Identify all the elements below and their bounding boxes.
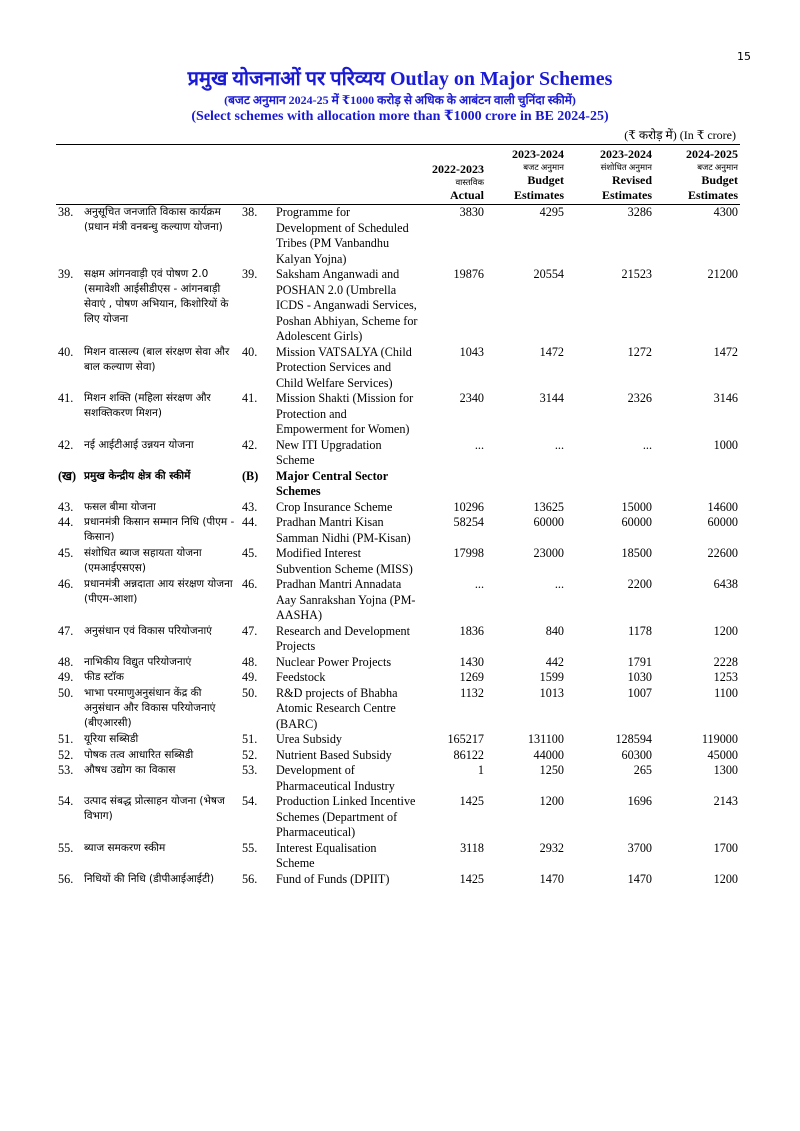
budget-2023-24: 1013 (539, 685, 564, 700)
revised-2023-24: 18500 (621, 546, 652, 560)
budget-2023-24: 44000 (533, 747, 564, 762)
page-number: 15 (737, 50, 751, 63)
revised-2023-24: 1007 (627, 685, 652, 700)
table-row (56, 500, 740, 516)
table-row (56, 763, 740, 794)
actual-2022-23: 1132 (460, 685, 484, 700)
actual-2022-23: 1430 (459, 654, 484, 669)
budget-2023-24 (486, 469, 566, 500)
subtitle-english: (Select schemes with allocation more than ₹1000 crore in BE 2024-25) (191, 109, 609, 124)
budget-2023-24: 131100 (527, 732, 564, 746)
row-serial-english: 48. (242, 654, 258, 669)
scheme-name-hindi: प्रधानमंत्री अन्नदाता आय संरक्षण योजना (पीएम-आशा) (84, 578, 233, 605)
row-serial-english: 41. (242, 391, 258, 405)
actual-2022-23: ... (474, 577, 484, 591)
row-serial-english: 40. (242, 344, 258, 359)
row-serial-english: 50. (242, 685, 258, 700)
row-serial-hindi: (ख) (58, 468, 77, 483)
scheme-name-hindi: पोषक तत्व आधारित सब्सिडी (84, 748, 194, 761)
budget-2023-24: 13625 (533, 499, 564, 514)
actual-2022-23: 17998 (453, 546, 484, 560)
page-header (60, 66, 740, 126)
row-serial-hindi: 54. (58, 794, 74, 808)
title-hindi: प्रमुख योजनाओं पर परिव्यय (187, 68, 385, 90)
scheme-name-english: Feedstock (276, 670, 326, 684)
actual-2022-23 (420, 469, 486, 500)
row-serial-hindi: 42. (58, 437, 74, 452)
scheme-name-hindi: भाभा परमाणुअनुसंधान केंद्र की अनुसंधान और विकास परियोजनाएं (बीएआरसी) (84, 686, 216, 729)
revised-2023-24: ... (642, 437, 652, 452)
actual-2022-23: 3830 (459, 205, 484, 219)
table-row (56, 515, 740, 546)
row-serial-english: 43. (242, 499, 258, 514)
budget-2024-25 (654, 469, 740, 500)
scheme-name-english: Major Central Sector Schemes (276, 468, 388, 498)
section-heading-row (56, 469, 740, 500)
scheme-name-english: Pradhan Mantri Annadata Aay Sanrakshan Yojna (PM-AASHA) (276, 577, 416, 622)
budget-2023-24: 4295 (539, 205, 564, 219)
column-header: 2023-2024 संशोधित अनुमान Revised Estimates (600, 147, 652, 202)
budget-2023-24: 1599 (539, 670, 564, 684)
scheme-name-hindi: अनुसंधान एवं विकास परियोजनाएं (84, 624, 212, 637)
scheme-name-hindi: उत्पाद संबद्ध प्रोत्साहन योजना (भेषज विभाग) (84, 795, 225, 822)
budget-2024-25: 1100 (714, 685, 738, 700)
row-serial-hindi: 52. (58, 747, 74, 762)
row-serial-english: 44. (242, 515, 258, 529)
actual-2022-23: 1425 (459, 871, 484, 886)
budget-2024-25: 22600 (707, 546, 738, 560)
scheme-name-english: Modified Interest Subvention Scheme (MISS) (276, 546, 413, 576)
revised-2023-24: 1030 (627, 670, 652, 684)
row-serial-hindi: 47. (58, 623, 74, 638)
table-row (56, 391, 740, 438)
schemes-table (56, 144, 740, 887)
budget-2023-24: 60000 (533, 515, 564, 529)
table-row (56, 438, 740, 469)
scheme-name-hindi: मिशन शक्ति (महिला संरक्षण और सशक्तिकरण मिशन) (84, 392, 211, 419)
row-serial-hindi: 39. (58, 267, 74, 281)
scheme-name-hindi: संशोधित ब्याज सहायता योजना (एमआईएसएस) (84, 547, 202, 574)
scheme-name-english: R&D projects of Bhabha Atomic Research Centre (BARC) (276, 685, 398, 731)
table-row (56, 267, 740, 345)
revised-2023-24: 128594 (615, 732, 652, 746)
scheme-name-hindi: औषध उद्योग का विकास (84, 764, 176, 776)
scheme-name-english: Urea Subsidy (276, 732, 343, 746)
actual-2022-23: 1425 (459, 794, 484, 808)
table-row (56, 748, 740, 764)
scheme-name-english: Nuclear Power Projects (276, 654, 392, 669)
row-serial-english: 53. (242, 763, 258, 777)
column-header: 2022-2023 वास्तविक Actual (432, 162, 484, 202)
budget-2023-24: 23000 (533, 546, 564, 560)
row-serial-hindi: 49. (58, 670, 74, 684)
row-serial-hindi: 38. (58, 205, 74, 219)
table-row (56, 872, 740, 888)
table-row (56, 794, 740, 841)
row-serial-hindi: 43. (58, 499, 74, 514)
table-row (56, 546, 740, 577)
budget-2023-24: ... (554, 437, 564, 452)
budget-2023-24: 2932 (539, 840, 564, 855)
revised-2023-24: 3286 (627, 205, 652, 219)
table-row (56, 732, 740, 748)
budget-2024-25: 1253 (713, 670, 738, 684)
actual-2022-23: 1269 (459, 670, 484, 684)
actual-2022-23: ... (474, 437, 484, 452)
budget-2024-25: 21200 (707, 267, 738, 281)
actual-2022-23: 19876 (453, 267, 484, 281)
row-serial-hindi: 44. (58, 515, 74, 529)
row-serial-english: 54. (242, 794, 258, 808)
row-serial-english: 47. (242, 623, 258, 638)
revised-2023-24: 2200 (627, 577, 652, 591)
scheme-name-hindi: निधियों की निधि (डीपीआईआईटी) (84, 872, 215, 885)
column-header: 2023-2024 बजट अनुमान Budget Estimates (512, 147, 564, 202)
row-serial-hindi: 40. (58, 344, 74, 359)
budget-2024-25: 45000 (707, 747, 738, 762)
table-row (56, 841, 740, 872)
scheme-name-english: Mission VATSALYA (Child Protection Services and Child Welfare Services) (276, 344, 412, 390)
budget-2024-25: 14600 (707, 499, 738, 514)
revised-2023-24: 3700 (627, 840, 652, 855)
scheme-name-english: Production Linked Incentive Schemes (Department of Pharmaceutical) (276, 794, 416, 839)
row-serial-hindi: 46. (58, 577, 74, 591)
row-serial-english: 38. (242, 205, 258, 219)
budget-2023-24: 1200 (539, 794, 564, 808)
scheme-name-hindi: प्रधानमंत्री किसान सम्मान निधि (पीएम - किसान) (84, 516, 235, 543)
units-hindi: (₹ करोड़ में) (624, 128, 677, 142)
scheme-name-hindi: मिशन वात्सल्य (बाल संरक्षण सेवा और बाल कल्याण सेवा) (84, 345, 230, 373)
budget-2023-24: 20554 (533, 267, 564, 281)
row-serial-english: 55. (242, 840, 258, 855)
scheme-name-hindi: यूरिया सब्सिडी (84, 733, 139, 745)
scheme-name-english: Mission Shakti (Mission for Protection and Empowerment for Women) (276, 391, 414, 436)
table-row (56, 577, 740, 624)
budget-2024-25: 119000 (701, 732, 738, 746)
scheme-name-english: Pradhan Mantri Kisan Samman Nidhi (PM-Kisan) (276, 515, 411, 545)
budget-2024-25: 1000 (713, 437, 738, 452)
budget-2024-25: 1700 (713, 840, 738, 855)
scheme-name-hindi: अनुसूचित जनजाति विकास कार्यक्रम (प्रधान मंत्री वनबन्धु कल्याण योजना) (84, 206, 223, 233)
revised-2023-24: 2326 (627, 391, 652, 405)
row-serial-hindi: 53. (58, 763, 74, 777)
scheme-name-hindi: नई आईटीआई उन्नयन योजना (84, 438, 194, 451)
table-body (56, 205, 740, 888)
row-serial-hindi: 45. (58, 546, 74, 560)
budget-2024-25: 6438 (713, 577, 738, 591)
budget-2024-25: 2143 (713, 794, 738, 808)
table-row (56, 624, 740, 655)
scheme-name-english: Crop Insurance Scheme (276, 499, 393, 514)
revised-2023-24 (566, 469, 654, 500)
row-serial-english: 45. (242, 546, 258, 560)
actual-2022-23: 165217 (447, 732, 484, 746)
column-header: 2024-2025 बजट अनुमान Budget Estimates (686, 147, 738, 202)
table-header (56, 145, 740, 205)
revised-2023-24: 1470 (627, 871, 652, 886)
budget-2024-25: 3146 (713, 391, 738, 405)
table-row (56, 686, 740, 733)
actual-2022-23: 86122 (453, 747, 484, 762)
row-serial-english: 49. (242, 670, 258, 684)
scheme-name-english: Research and Development Projects (276, 623, 411, 653)
actual-2022-23: 3118 (460, 840, 484, 855)
scheme-name-english: Fund of Funds (DPIIT) (276, 871, 390, 886)
scheme-name-hindi: नाभिकीय विद्युत परियोजनाएं (84, 655, 192, 668)
scheme-name-hindi: फसल बीमा योजना (84, 500, 156, 513)
scheme-name-hindi: प्रमुख केन्द्रीय क्षेत्र की स्कीमें (84, 469, 191, 482)
budget-2023-24: 1472 (539, 344, 564, 359)
subtitle-hindi: (बजट अनुमान 2024-25 में ₹1000 करोड़ से अधिक के आबंटन वाली चुनिंदा स्कीमें) (224, 93, 576, 107)
row-serial-hindi: 51. (58, 732, 74, 746)
revised-2023-24: 1272 (627, 344, 652, 359)
scheme-name-english: Development of Pharmaceutical Industry (276, 763, 395, 793)
budget-2023-24: 442 (545, 654, 564, 669)
row-serial-english: 51. (242, 732, 258, 746)
budget-2023-24: 840 (545, 623, 564, 638)
scheme-name-hindi: सक्षम आंगनवाड़ी एवं पोषण 2.0 (समावेशी आईसीडीएस - आंगनबाड़ी सेवाएं , पोषण अभियान, किशोरियों के लिए योजना (84, 268, 229, 325)
actual-2022-23: 1 (477, 763, 484, 777)
page-title (60, 66, 740, 92)
budget-2024-25: 1300 (713, 763, 738, 777)
row-serial-english: 46. (242, 577, 258, 591)
budget-2024-25: 2228 (713, 654, 738, 669)
row-serial-english: 42. (242, 437, 258, 452)
row-serial-hindi: 41. (58, 391, 74, 405)
revised-2023-24: 1696 (627, 794, 652, 808)
actual-2022-23: 2340 (459, 391, 484, 405)
title-english: Outlay on Major Schemes (389, 68, 613, 90)
actual-2022-23: 1836 (459, 623, 484, 638)
revised-2023-24: 21523 (621, 267, 652, 281)
revised-2023-24: 265 (633, 763, 652, 777)
budget-2024-25: 1200 (713, 623, 738, 638)
scheme-name-hindi: ब्याज समकरण स्कीम (84, 841, 166, 854)
budget-2024-25: 1472 (713, 344, 738, 359)
revised-2023-24: 15000 (621, 499, 652, 514)
row-serial-english: 39. (242, 267, 258, 281)
units-note (624, 126, 736, 143)
revised-2023-24: 1791 (627, 654, 652, 669)
table-row (56, 670, 740, 686)
row-serial-english: 56. (242, 871, 258, 886)
actual-2022-23: 10296 (453, 499, 484, 514)
budget-2024-25: 60000 (707, 515, 738, 529)
budget-2023-24: 1250 (539, 763, 564, 777)
row-serial-hindi: 55. (58, 840, 74, 855)
scheme-name-english: Programme for Development of Scheduled Tribes (PM Vanbandhu Kalyan Yojna) (276, 205, 409, 266)
budget-2023-24: 3144 (539, 391, 564, 405)
actual-2022-23: 1043 (459, 344, 484, 359)
row-serial-english: 52. (242, 747, 258, 762)
revised-2023-24: 1178 (628, 623, 652, 638)
revised-2023-24: 60000 (621, 515, 652, 529)
actual-2022-23: 58254 (453, 515, 484, 529)
table-row (56, 655, 740, 671)
scheme-name-english: New ITI Upgradation Scheme (276, 437, 382, 467)
scheme-name-hindi: फीड स्टॉक (84, 671, 124, 683)
table-row (56, 345, 740, 392)
row-serial-hindi: 56. (58, 871, 74, 886)
scheme-name-english: Interest Equalisation Scheme (276, 840, 377, 870)
budget-2024-25: 1200 (713, 871, 738, 886)
scheme-name-english: Saksham Anganwadi and POSHAN 2.0 (Umbrella ICDS - Anganwadi Services, Poshan Abhiyan, Scheme for Adolescent Girls) (276, 267, 418, 343)
row-serial-english: (B) (242, 468, 259, 483)
budget-2023-24: 1470 (539, 871, 564, 886)
budget-2024-25: 4300 (713, 205, 738, 219)
revised-2023-24: 60300 (621, 747, 652, 762)
scheme-name-english: Nutrient Based Subsidy (276, 747, 392, 762)
units-english: (In ₹ crore) (679, 128, 736, 142)
row-serial-hindi: 48. (58, 654, 74, 669)
table-row (56, 205, 740, 268)
budget-2023-24: ... (554, 577, 564, 591)
row-serial-hindi: 50. (58, 685, 74, 700)
